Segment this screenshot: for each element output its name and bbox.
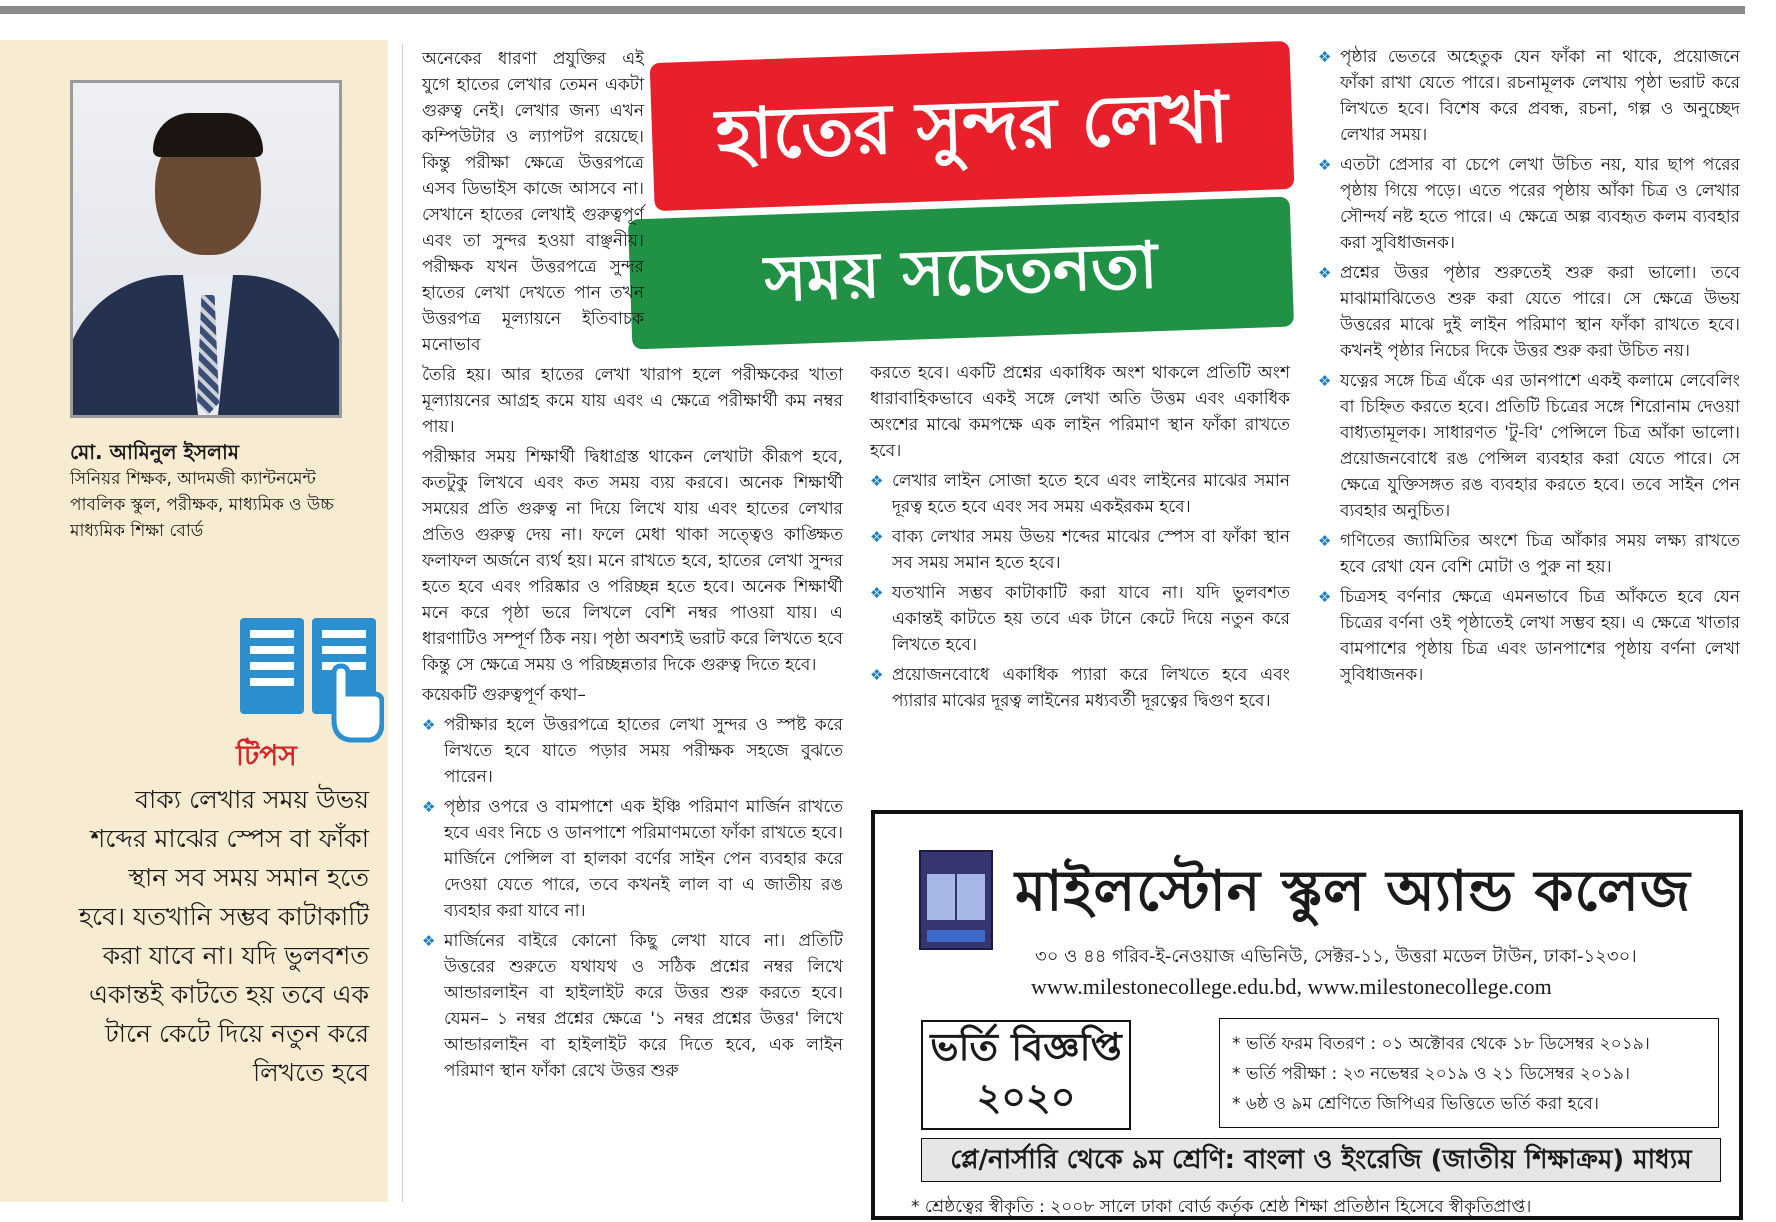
admission-info-box [1219, 1018, 1719, 1128]
curriculum-strip: প্লে/নার্সারি থেকে ৯ম শ্রেণি: বাংলা ও ইংরেজি (জাতীয় শিক্ষাক্রম) মাধ্যম [921, 1138, 1721, 1182]
article-paragraph: তৈরি হয়। আর হাতের লেখা খারাপ হলে পরীক্ষকের খাতা মূল্যায়নের আগ্রহ কমে যায় এবং এ ক্ষেত্রে পরীক্ষার্থী কম নম্বর পায়। [422, 365, 843, 437]
admission-badge [921, 1020, 1131, 1130]
article-column-2 [870, 360, 1290, 718]
list-item: ❖ যত্নের সঙ্গে চিত্র এঁকে এর ডানপাশে একই কলামে লেবেলিং বা চিহ্নিত করতে হবে। প্রতিটি চিত্রের সঙ্গে শিরোনাম দেওয়া বাধ্যতামূলক। সাধারণত 'টু-বি' পেন্সিলে চিত্র আঁকা ভালো। প্রয়োজনবোধে রঙ পেন্সিল ব্যবহার করা যেতে পারে। সে ক্ষেত্রে যুক্তিসঙ্গত রঙ ব্যবহার করতে হবে। তবে সাইন পেন ব্যবহার অনুচিত। [1318, 368, 1740, 524]
list-item: ❖ যতখানি সম্ভব কাটাকাটি করা যাবে না। যদি ভুলবশত একান্তই কাটতে হয় তবে এক টানে কেটে দিয়ে নতুন করে লিখতে হবে। [870, 580, 1290, 658]
list-item: ❖ চিত্রসহ বর্ণনার ক্ষেত্রে এমনভাবে চিত্র আঁকতে হবে যেন চিত্রের বর্ণনা ওই পৃষ্ঠাতেই লেখা সম্ভব হয়। এ ক্ষেত্রে খাতার বামপাশের পৃষ্ঠায় চিত্র এবং ডানপাশের পৃষ্ঠায় বর্ণনা লেখা সুবিধাজনক। [1318, 584, 1740, 688]
bullet-list [1318, 44, 1740, 688]
list-item: ❖ প্রয়োজনবোধে একাধিক প্যারা করে লিখতে হবে এবং প্যারার মাঝের দূরত্ব লাইনের মধ্যবর্তী দূরত্বের দ্বিগুণ হবে। [870, 662, 1290, 714]
author-description: সিনিয়র শিক্ষক, আদমজী ক্যান্টনমেন্ট পাবলিক স্কুল, পরীক্ষক, মাধ্যমিক ও উচ্চ মাধ্যমিক শিক্ষা বোর্ড [70, 469, 334, 541]
school-logo-icon [919, 850, 993, 950]
article-intro: অনেকের ধারণা প্রযুক্তির এই যুগে হাতের লেখার তেমন একটা গুরুত্ব নেই। লেখার জন্য এখন কম্পিউটার ও ল্যাপটপ রয়েছে। কিন্তু পরীক্ষা ক্ষেত্রে উত্তরপত্রে এসব ডিভাইস কাজে আসবে না। সেখানে হাতের লেখাই গুরুত্বপূর্ণ এবং তা সুন্দর হওয়া বাঞ্ছনীয়। পরীক্ষক যখন উত্তরপত্রে সুন্দর হাতের লেখা দেখতে পান তখন উত্তরপত্র মূল্যায়নে ইতিবাচক মনোভাব [422, 49, 644, 355]
list-item: ❖ মার্জিনের বাইরে কোনো কিছু লেখা যাবে না। প্রতিটি উত্তরের শুরুতে যথাযথ ও সঠিক প্রশ্নের নম্বর লিখে আন্ডারলাইন বা হাইলাইট করে উত্তর শুরু করতে হবে। যেমন– ১ নম্বর প্রশ্নের ক্ষেত্রে '১ নম্বর প্রশ্নের উত্তর' লিখে আন্ডারলাইন বা হাইলাইট করে দিতে হবে, এক লাইন পরিমাণ স্থান ফাঁকা রেখে উত্তর শুরু [422, 928, 843, 1084]
admission-info-item: * ভর্তি পরীক্ষা : ২৩ নভেম্বর ২০১৯ ও ২১ ডিসেম্বর ২০১৯। [1232, 1064, 1630, 1084]
school-advertisement [871, 810, 1743, 1220]
top-rule [0, 6, 1745, 14]
ad-address: ৩০ ও ৪৪ গরিব-ই-নেওয়াজ এভিনিউ, সেক্টর-১১, উত্তরা মডেল টাউন, ঢাকা-১২৩০। [1035, 946, 1637, 967]
key-points-heading: কয়েকটি গুরুত্বপূর্ণ কথা– [422, 685, 586, 705]
admission-info-item: * ভর্তি ফরম বিতরণ : ০১ অক্টোবর থেকে ১৮ ডিসেম্বর ২০১৯। [1232, 1034, 1650, 1054]
bullet-list [870, 468, 1290, 714]
article-column-3 [1318, 44, 1740, 692]
recognition-note: * শ্রেষ্ঠত্বের স্বীকৃতি : ২০০৮ সালে ঢাকা বোর্ড কর্তৃক শ্রেষ্ঠ শিক্ষা প্রতিষ্ঠান হিসেবে স্বীকৃতিপ্রাপ্ত। [911, 1197, 1532, 1217]
article-column-1 [422, 46, 843, 1088]
column-divider [402, 44, 403, 1202]
list-item: ❖ প্রশ্নের উত্তর পৃষ্ঠার শুরুতেই শুরু করা ভালো। তবে মাঝামাঝিতেও শুরু করা যেতে পারে। সে ক্ষেত্রে উভয় উত্তরের মাঝে দুই লাইন পরিমাণ স্থান ফাঁকা রাখতে হবে। কখনই পৃষ্ঠার নিচের দিকে উত্তর শুরু করা উচিত নয়। [1318, 260, 1740, 364]
admission-year: ২০২০ [976, 1075, 1076, 1119]
headline-title: হাতের সুন্দর লেখা [650, 41, 1295, 211]
list-item: ❖ পৃষ্ঠার ভেতরে অহেতুক যেন ফাঁকা না থাকে, প্রয়োজনে ফাঁকা রাখা যেতে পারে। রচনামূলক লেখায় পৃষ্ঠা ভরাট করে লিখতে হবে। বিশেষ করে প্রবন্ধ, রচনা, গল্প ও অনুচ্ছেদ লেখার সময়। [1318, 44, 1740, 148]
list-item: ❖ পরীক্ষার হলে উত্তরপত্রে হাতের লেখা সুন্দর ও স্পষ্ট করে লিখতে হবে যাতে পড়ার সময় পরীক্ষক সহজে বুঝতে পারেন। [422, 712, 843, 790]
list-item: ❖ পৃষ্ঠার ওপরে ও বামপাশে এক ইঞ্চি পরিমাণ মার্জিন রাখতে হবে এবং নিচে ও ডানপাশে পরিমাণমতো ফাঁকা রাখতে হবে। মার্জিনে পেন্সিল বা হালকা বর্ণের সাইন পেন ব্যবহার করে দেওয়া যেতে পারে, তবে কখনই লাল বা এ জাতীয় রঙ ব্যবহার করা যাবে না। [422, 794, 843, 924]
ad-websites: www.milestonecollege.edu.bd, www.milestonecollege.com [1031, 974, 1552, 999]
ad-title: মাইলস্টোন স্কুল অ্যান্ড কলেজ [1015, 858, 1691, 924]
list-item: ❖ বাক্য লেখার সময় উভয় শব্দের মাঝের স্পেস বা ফাঁকা স্থান সব সময় সমান হতে হবে। [870, 524, 1290, 576]
admission-title: ভর্তি বিজ্ঞপ্তি [930, 1025, 1122, 1069]
author-photo [70, 80, 342, 418]
tips-label: টিপস [236, 739, 297, 772]
book-hand-icon [236, 612, 384, 752]
article-paragraph: পরীক্ষার সময় শিক্ষার্থী দ্বিধাগ্রস্ত থাকেন লেখাটা কীরূপ হবে, কতটুকু লিখবে এবং কত সময় ব্যয় করবে। অনেক শিক্ষার্থী সময়ের প্রতি গুরুত্ব না দিয়ে লিখে যায় এবং হাতের লেখার প্রতিও গুরুত্ব দেয় না। ফলে মেধা থাকা সত্ত্বেও কাঙ্ক্ষিত ফলাফল অর্জনে ব্যর্থ হয়। মনে রাখতে হবে, হাতের লেখা সুন্দর হতে হবে এবং পরিষ্কার ও পরিচ্ছন্ন হতে হবে। অনেক শিক্ষার্থী মনে করে পৃষ্ঠা ভরে লিখলে বেশি নম্বর পাওয়া যায়। এ ধারণাটিও সম্পূর্ণ ঠিক নয়। পৃষ্ঠা অবশ্যই ভরাট করে লিখতে হবে কিন্তু সে ক্ষেত্রে সময় ও পরিচ্ছন্নতার দিকে গুরুত্ব দিতে হবে। [422, 447, 843, 675]
list-item: ❖ গণিতের জ্যামিতির অংশে চিত্র আঁকার সময় লক্ষ্য রাখতে হবে রেখা যেন বেশি মোটা ও পুরু না হয়। [1318, 528, 1740, 580]
list-item: ❖ এতটা প্রেসার বা চেপে লেখা উচিত নয়, যার ছাপ পরের পৃষ্ঠায় গিয়ে পড়ে। এতে পরের পৃষ্ঠায় আঁকা চিত্র ও লেখার সৌন্দর্য নষ্ট হতে পারে। এ ক্ষেত্রে অল্প ব্যবহৃত কলম ব্যবহার করা সুবিধাজনক। [1318, 152, 1740, 256]
headline-subtitle: সময় সচেতনতা [628, 196, 1294, 349]
bullet-list [422, 712, 843, 1084]
list-item: ❖ লেখার লাইন সোজা হতে হবে এবং লাইনের মাঝের সমান দূরত্ব হতে হবে এবং সব সময় একইরকম হবে। [870, 468, 1290, 520]
author-name: মো. আমিনুল ইসলাম [70, 440, 239, 464]
article-paragraph: করতে হবে। একটি প্রশ্নের একাধিক অংশ থাকলে প্রতিটি অংশ ধারাবাহিকভাবে একই সঙ্গে লেখা অতি উত্তম এবং একাধিক অংশের মাঝে কমপক্ষে এক লাইন পরিমাণ স্থান ফাঁকা রাখতে হবে। [870, 363, 1290, 461]
tip-text: বাক্য লেখার সময় উভয় শব্দের মাঝের স্পেস বা ফাঁকা স্থান সব সময় সমান হতে হবে। যতখানি সম্ভব কাটাকাটি করা যাবে না। যদি ভুলবশত একান্তই কাটতে হয় তবে এক টানে কেটে দিয়ে নতুন করে লিখতে হবে [78, 785, 369, 1087]
admission-info-item: * ৬ষ্ঠ ও ৯ম শ্রেণিতে জিপিএর ভিত্তিতে ভর্তি করা হবে। [1232, 1094, 1599, 1114]
